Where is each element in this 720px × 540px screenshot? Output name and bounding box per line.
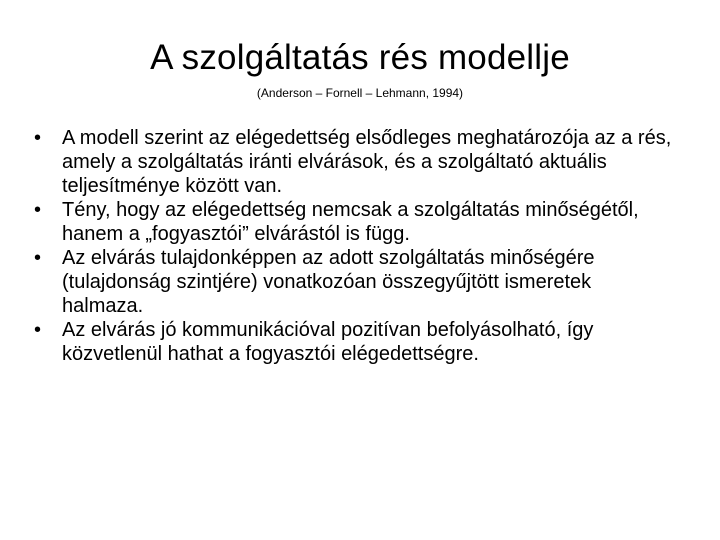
bullet-text: A modell szerint az elégedettség elsődleges meghatározója az a rés, amely a szolgáltatás iránti elvárások, és a szolgáltató aktuális teljesítménye között van. [62, 127, 672, 197]
bullet-text: Tény, hogy az elégedettség nemcsak a szolgáltatás minőségétől, hanem a „fogyasztói” elvárástól is függ. [62, 199, 639, 245]
bullet-item-3 [34, 246, 674, 318]
slide-title: A szolgáltatás rés modellje [150, 38, 570, 77]
bullet-marker-icon: • [34, 319, 42, 341]
slide-subtitle: (Anderson – Fornell – Lehmann, 1994) [256, 86, 464, 100]
bullet-item-2 [34, 198, 674, 246]
bullet-marker-icon: • [34, 199, 42, 221]
bullet-item-4 [34, 318, 674, 366]
bullet-text: Az elvárás tulajdonképpen az adott szolgáltatás minőségére (tulajdonság szintjére) vonatkozóan összegyűjtött ismeretek halmaza. [62, 247, 595, 317]
bullet-list [34, 126, 674, 366]
bullet-text: Az elvárás jó kommunikációval pozitívan befolyásolható, így közvetlenül hathat a fogyasztói elégedettségre. [62, 319, 594, 365]
bullet-marker-icon: • [34, 127, 42, 149]
bullet-marker-icon: • [34, 247, 42, 269]
bullet-item-1 [34, 126, 674, 198]
